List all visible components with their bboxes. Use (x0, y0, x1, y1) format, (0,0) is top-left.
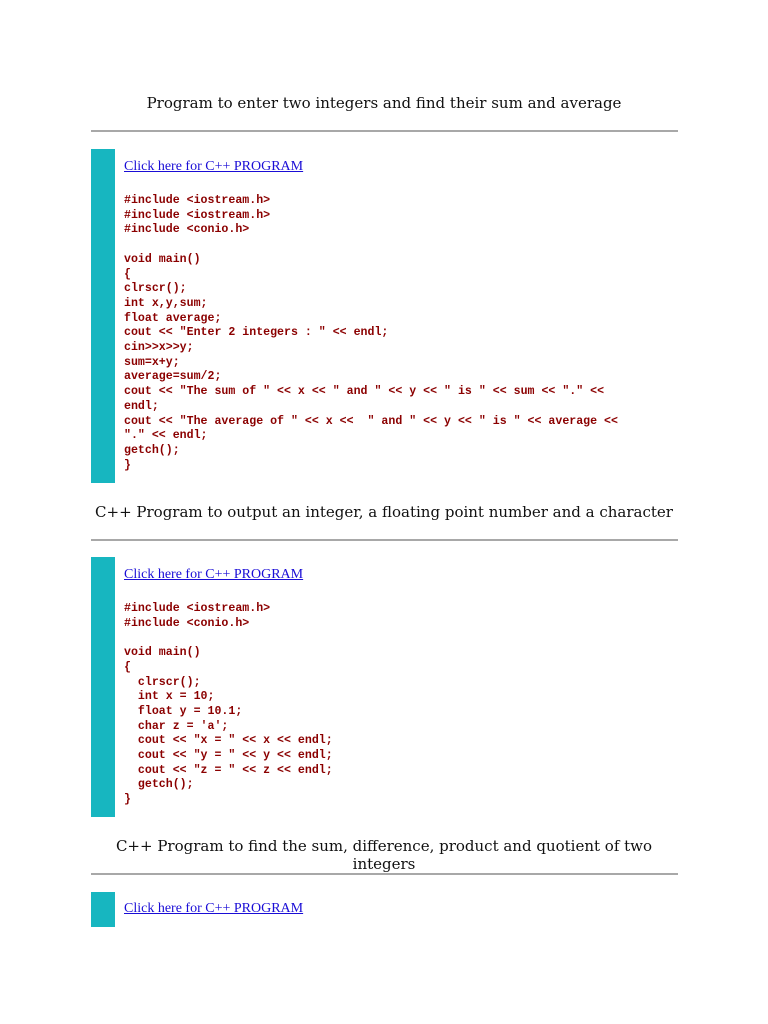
section-3-program-link[interactable]: Click here for C++ PROGRAM (124, 901, 304, 916)
section-1-program-link[interactable]: Click here for C++ PROGRAM (124, 159, 304, 174)
section-2-divider (91, 539, 678, 541)
section-3-accent-bar (91, 892, 115, 927)
section-1-divider (91, 130, 678, 132)
section-2-program-link[interactable]: Click here for C++ PROGRAM (124, 567, 304, 582)
section-2-accent-bar (91, 557, 115, 817)
section-1-accent-bar (91, 149, 115, 483)
section-1-title: Program to enter two integers and find their sum and average (146, 94, 622, 112)
section-3-divider (91, 873, 678, 875)
section-3-title: C++ Program to find the sum, difference, product and quotient of two integers (115, 837, 653, 873)
section-1-code-block: #include <iostream.h> #include <iostream.h> #include <conio.h> void main() { clrscr(); int x,y,sum; float average; cout << "Enter 2 integers : " << endl; cin>>x>>y; sum=x+y; average=sum/2; cout << "The sum of " << x << " and " << y << " is " << sum << "." << endl; cout << "The average of " << x << " and " << y << " is " << average << "." << endl; getch(); } (124, 194, 618, 472)
section-2-title: C++ Program to output an integer, a floating point number and a character (95, 503, 673, 521)
section-2-code-block: #include <iostream.h> #include <conio.h> void main() { clrscr(); int x = 10; float y = 10.1; char z = 'a'; cout << "x = " << x << endl; cout << "y = " << y << endl; cout << "z = " << z << endl; getch(); } (124, 602, 333, 807)
